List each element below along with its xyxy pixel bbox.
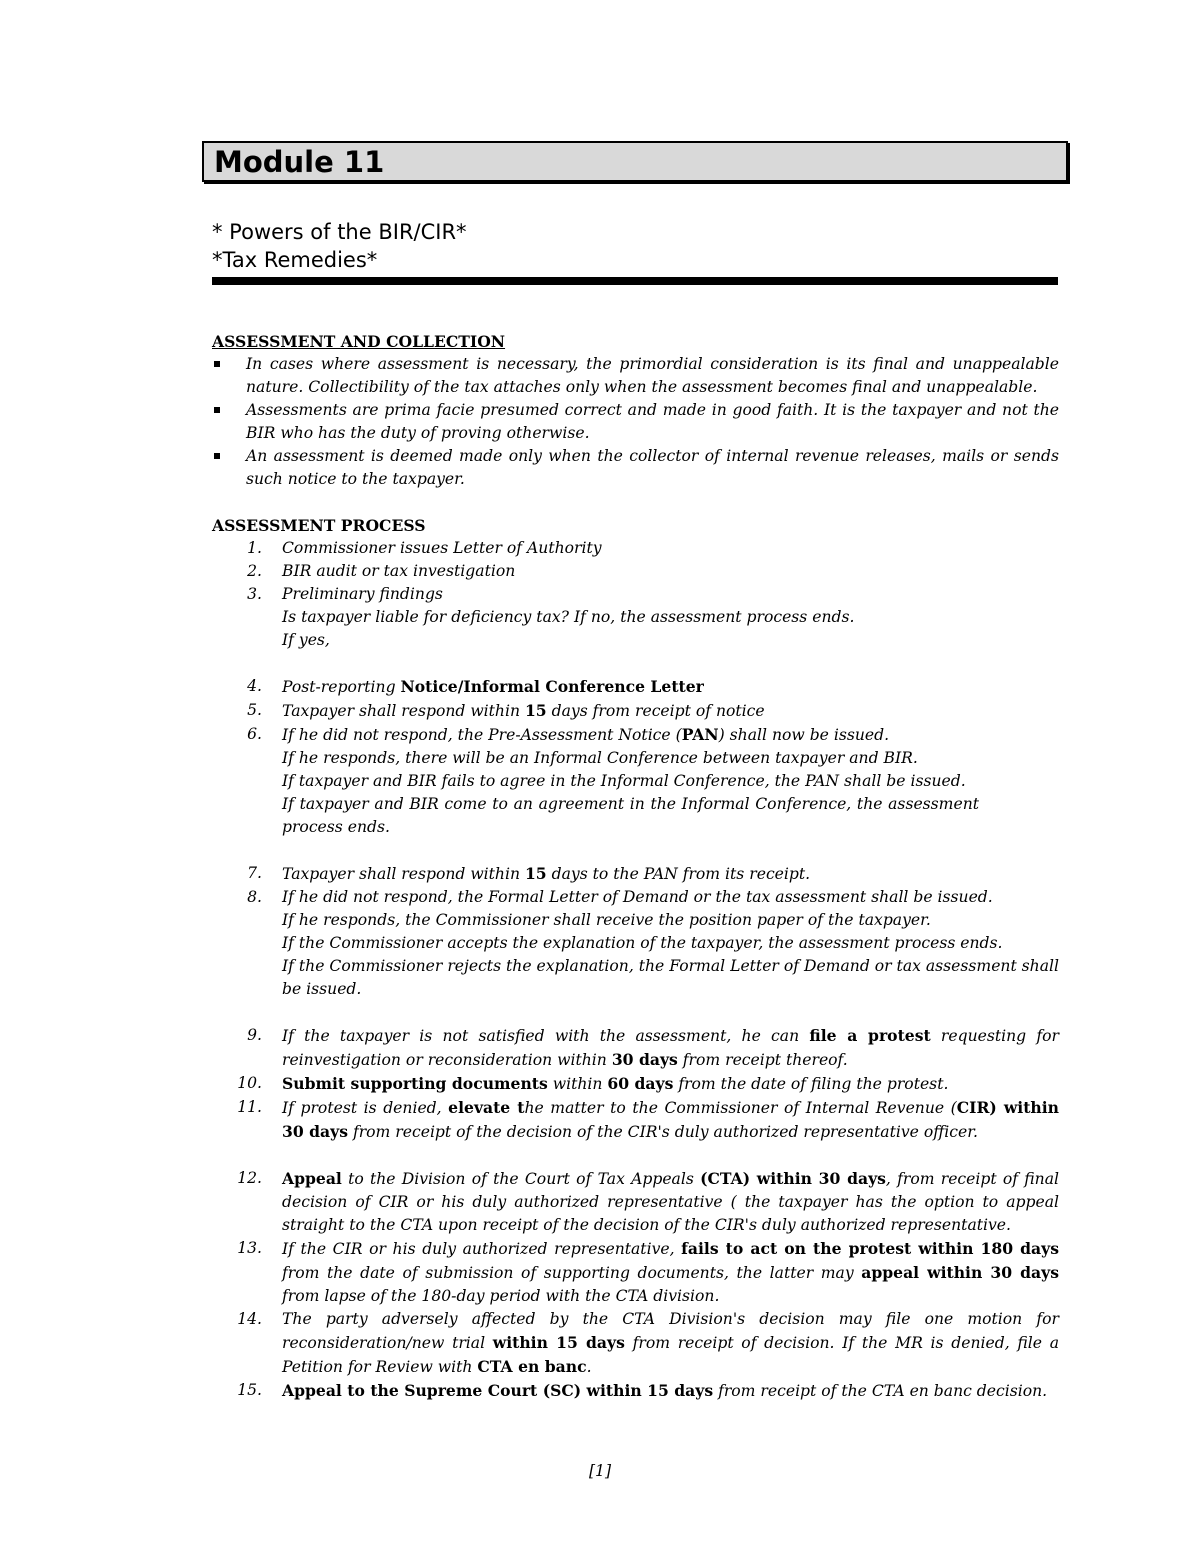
document-body xyxy=(212,330,1059,1403)
subtitle-remedies: *Tax Remedies* xyxy=(212,248,378,272)
step-12: 12. Appeal to the Division of the Court of Tax Appeals (CTA) within 30 days, from receipt of final decision of CIR or his duly authorized representative ( the taxpayer has the option to appeal straight to the CTA upon receipt of the decision of the CIR's duly authorized representative. xyxy=(237,1169,1059,1234)
bullet-item: An assessment is deemed made only when the collector of internal revenue releases, mails or sends such notice to the taxpayer. xyxy=(212,445,1059,491)
step-15: 15. Appeal to the Supreme Court (SC) within 15 days from receipt of the CTA en banc decision. xyxy=(237,1381,1048,1400)
step-13: 13. If the CIR or his duly authorized representative, fails to act on the protest within 180 days from the date of submission of supporting documents, the latter may appeal within 30 days from lapse of the 180-day period with the CTA division. xyxy=(237,1239,1059,1305)
subtitle-powers: * Powers of the BIR/CIR* xyxy=(212,220,467,244)
step-7: 7. Taxpayer shall respond within 15 days to the PAN from its receipt. xyxy=(247,864,811,883)
process-steps-cont-4 xyxy=(212,1167,1059,1403)
step-2: 2. BIR audit or tax investigation xyxy=(247,562,516,580)
step-14: 14. The party adversely affected by the CTA Division's decision may file one motion for reconsideration/new trial within 15 days from receipt of decision. If the MR is denied, file a Petition for Review with CTA en banc. xyxy=(237,1310,1060,1376)
section-heading-assessment-process: ASSESSMENT PROCESS xyxy=(212,516,426,535)
step-9: 9. If the taxpayer is not satisfied with the assessment, he can file a protest requesting for reinvestigation or reconsideration within 30 days from receipt thereof. xyxy=(247,1026,1059,1069)
square-bullet-icon xyxy=(214,361,220,367)
page-number: [1] xyxy=(588,1462,612,1480)
step-4: 4. Post-reporting Notice/Informal Conference Letter xyxy=(247,677,704,696)
step-10: 10. Submit supporting documents within 60 days from the date of filing the protest. xyxy=(237,1074,949,1093)
process-steps xyxy=(212,537,1059,652)
step-8: 8. If he did not respond, the Formal Letter of Demand or the tax assessment shall be issued. If he responds, the Commissioner shall receive the position paper of the taxpayer. If the Commissioner accepts the explanation of the taxpayer, the assessment process ends. If the Commissioner rejects the explanation, the Formal Letter of Demand or tax assessment shall be issued. xyxy=(247,888,1059,998)
bullet-item: Assessments are prima facie presumed correct and made in good faith. It is the taxpayer and not the BIR who has the duty of proving otherwise. xyxy=(212,399,1059,445)
bullet-item: In cases where assessment is necessary, the primordial consideration is its final and unappealable nature. Collectibility of the tax attaches only when the assessment becomes final and unappealable. xyxy=(212,353,1059,399)
module-title: Module 11 xyxy=(214,145,385,179)
step-5: 5. Taxpayer shall respond within 15 days from receipt of notice xyxy=(247,701,765,720)
step-1: 1. Commissioner issues Letter of Authority xyxy=(247,539,602,557)
step-6: 6. If he did not respond, the Pre-Assessment Notice (PAN) shall now be issued. If he responds, there will be an Informal Conference between taxpayer and BIR. If taxpayer and BIR fails to agree in the Informal Conference, the PAN shall be issued. If taxpayer and BIR come to an agreement in the Informal Conference, the assessment process ends. xyxy=(247,725,979,836)
process-steps-cont-3 xyxy=(212,1024,1059,1144)
square-bullet-icon xyxy=(214,453,220,459)
module-title-box xyxy=(202,141,1068,182)
bullet-list xyxy=(212,353,1059,491)
step-3: 3. Preliminary findings Is taxpayer liable for deficiency tax? If no, the assessment process ends. If yes, xyxy=(247,585,855,649)
square-bullet-icon xyxy=(214,407,220,413)
section-heading-assessment-collection: ASSESSMENT AND COLLECTION xyxy=(212,332,506,351)
process-steps-cont xyxy=(212,675,1059,839)
horizontal-rule xyxy=(212,277,1058,285)
process-steps-cont-2 xyxy=(212,862,1059,1001)
step-11: 11. If protest is denied, elevate the matter to the Commissioner of Internal Revenue (CIR) within 30 days from receipt of the decision of the CIR's duly authorized representative officer. xyxy=(237,1098,1059,1141)
